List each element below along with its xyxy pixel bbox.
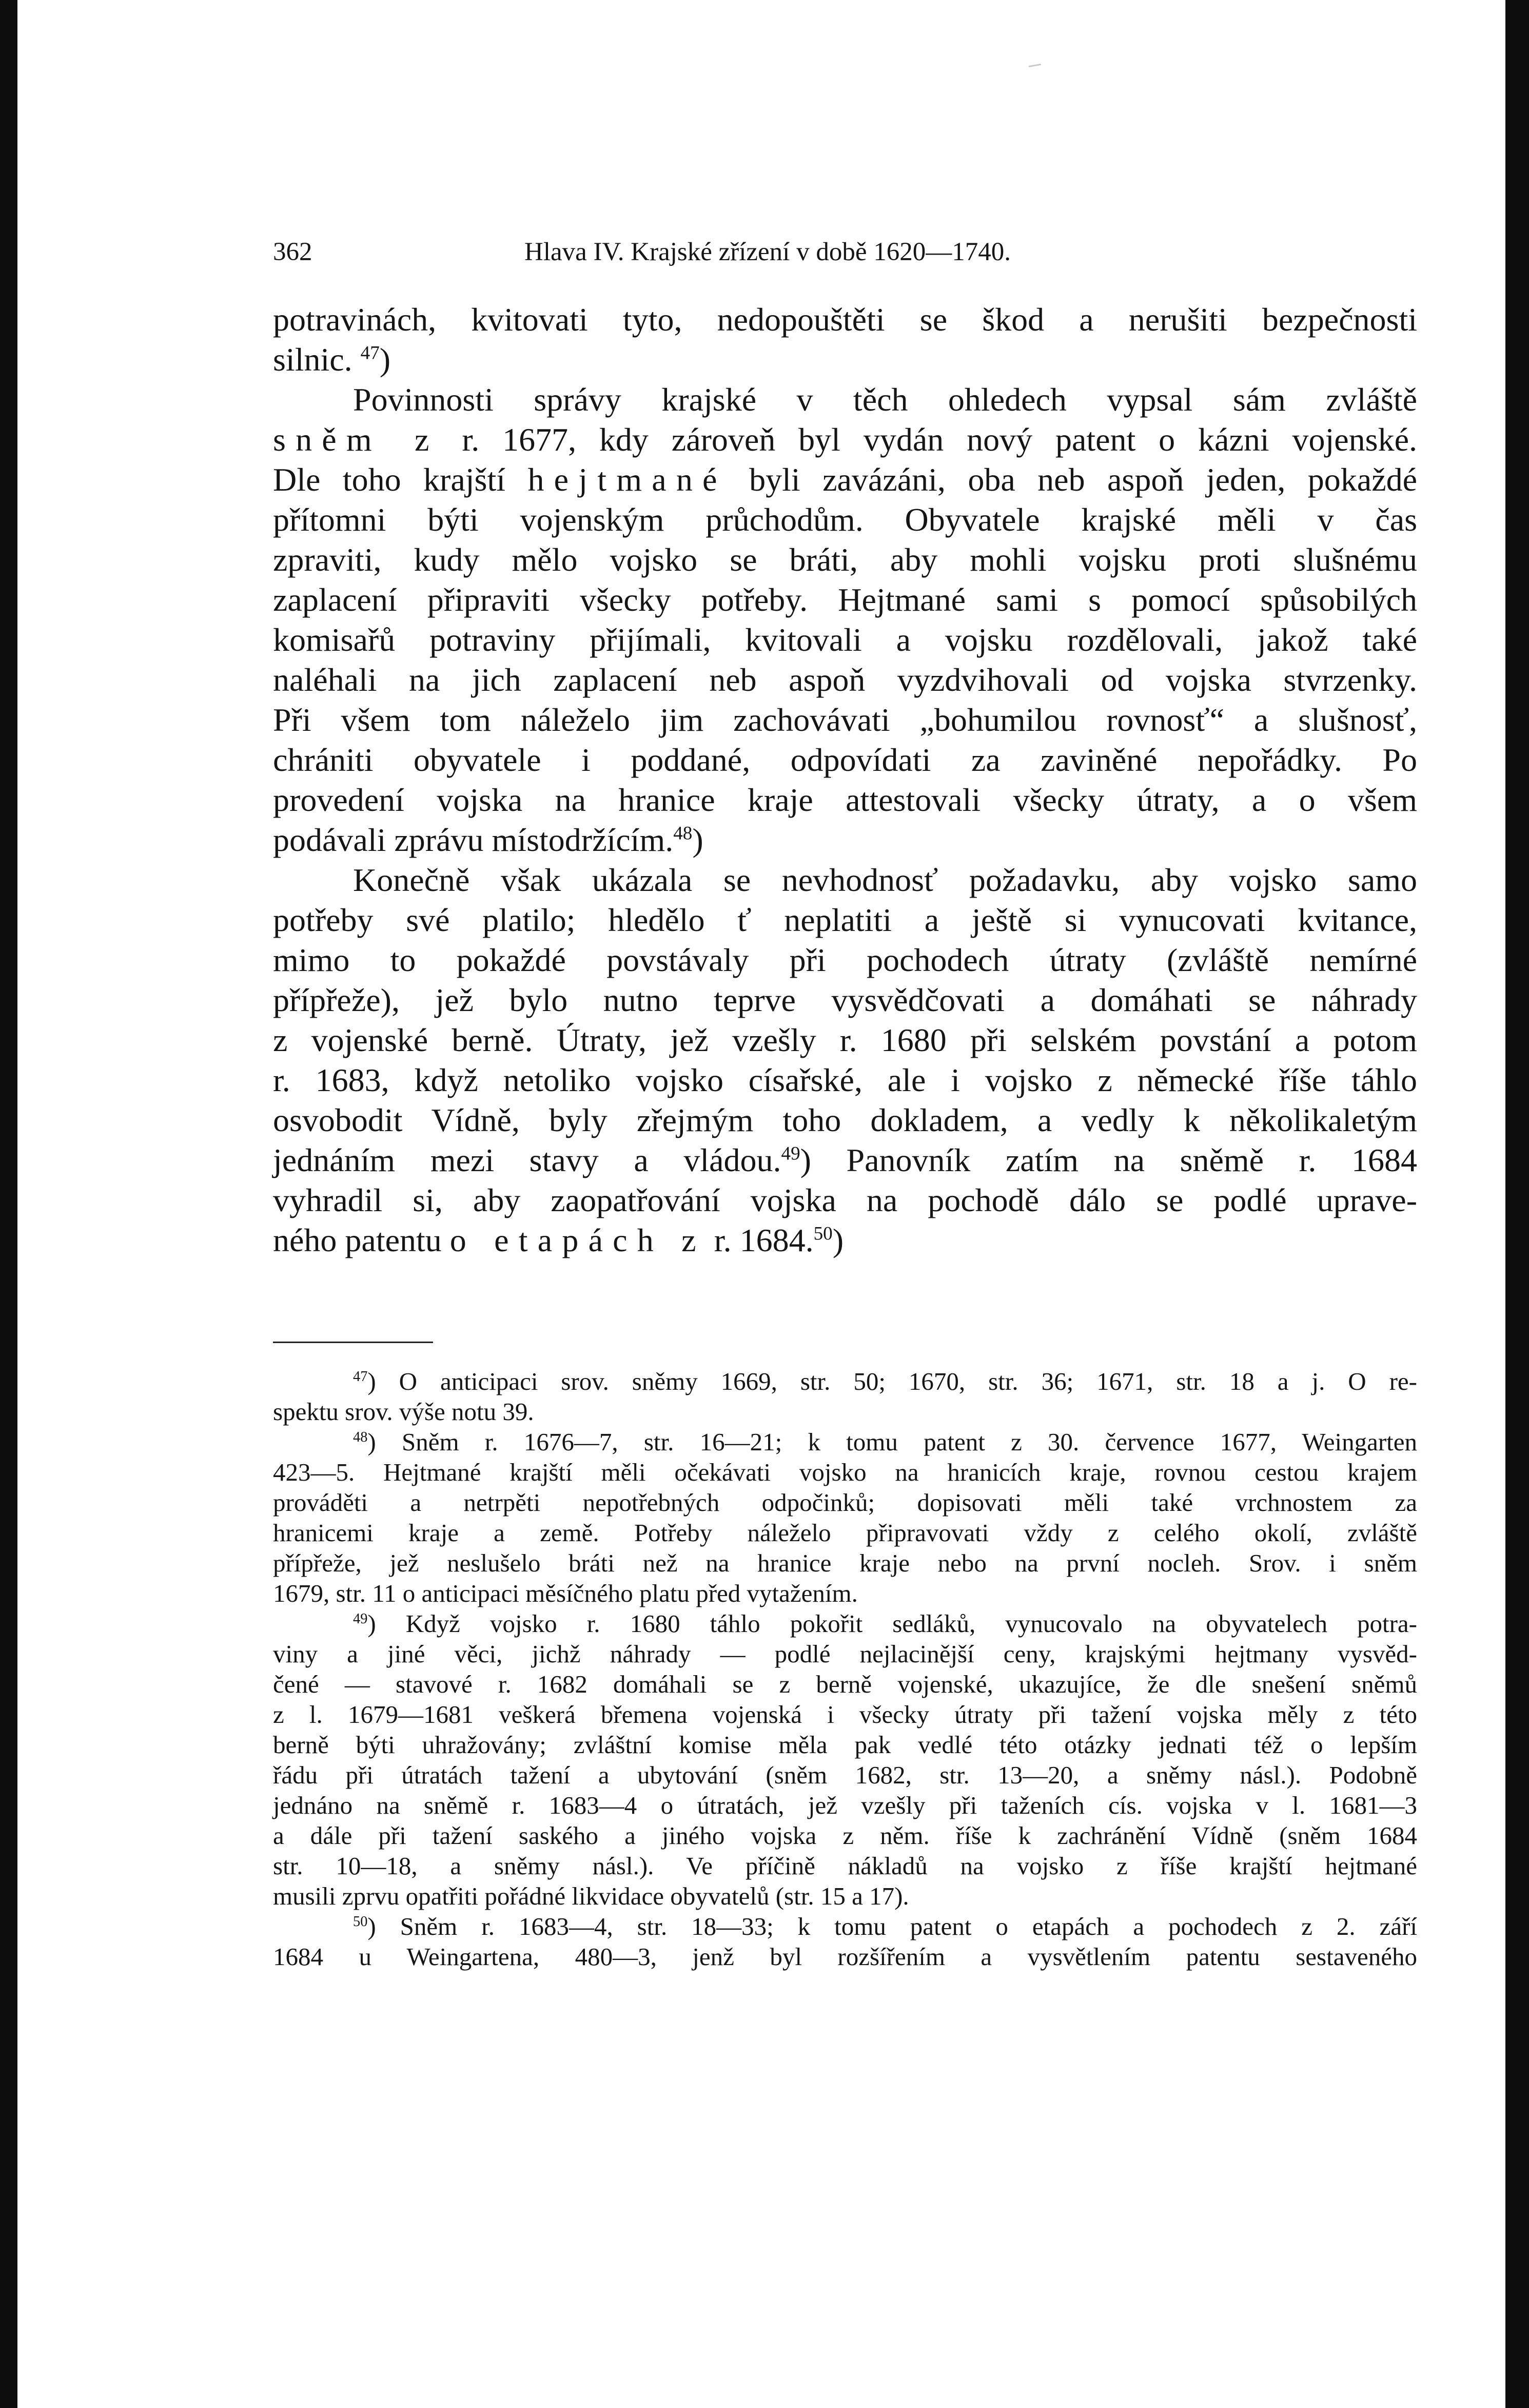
footnote-line: 423—5. Hejtmané krajští měli očekávati vojsko na hranicích kraje, rovnou cestou krajem xyxy=(273,1458,1417,1486)
page-header xyxy=(273,237,1417,278)
footnote-line: hranicemi kraje a země. Potřeby náleželo připravovati vždy z celého okolí, zvláště xyxy=(273,1519,1417,1547)
text-line: sněm z r. 1677, kdy zároveň byl vydán nový patent o kázni vojenské. xyxy=(273,421,1417,458)
text-line: jednáním mezi stavy a vládou.$^{49}$) Panovník zatím na sněmě r. 1684 xyxy=(273,1142,1418,1178)
footnote-separator xyxy=(273,1342,433,1343)
footnote-line: $^{49}$) Když vojsko r. 1680 táhlo pokořit sedláků, vynucovalo na obyvatelech potra- xyxy=(353,1609,1417,1638)
text-line: potravinách, kvitovati tyto, nedopouštěti se škod a nerušiti bezpečnosti xyxy=(273,301,1417,338)
text-line: zaplacení připraviti všecky potřeby. Hejtmané sami s pomocí spůsobilých xyxy=(273,581,1417,618)
footnote-line: viny a jiné věci, jichž náhrady — podlé nejlacinější ceny, krajskými hejtmany vysvěd- xyxy=(273,1640,1417,1668)
text-line: vyhradil si, aby zaopatřování vojska na pochodě dálo se podlé uprave- xyxy=(273,1182,1417,1218)
footnote-line: $^{47}$) O anticipaci srov. sněmy 1669, str. 50; 1670, str. 36; 1671, str. 18 a j. O re- xyxy=(353,1367,1417,1395)
text-line: Dle toho krajští hejtmané byli zavázáni, oba neb aspoň jeden, pokaždé xyxy=(273,461,1418,498)
footnote-line: a dále při tažení saského a jiného vojska z něm. říše k zachránění Vídně (sněm 1684 xyxy=(273,1821,1417,1850)
text-line: chrániti obyvatele i poddané, odpovídati za zaviněné nepořádky. Po xyxy=(273,742,1417,778)
footnote-ref: 50 xyxy=(813,1223,833,1245)
footnote-line: 1679, str. 11 o anticipaci měsíčného platu před vytažením. xyxy=(273,1579,858,1607)
scan-mark xyxy=(1029,64,1041,67)
text-line: silnic. $^{47}$) xyxy=(273,341,391,378)
footnotes xyxy=(273,1366,1417,1972)
footnote-marker: 49 xyxy=(353,1610,368,1627)
footnote-line: přípřeže, jež neslušelo bráti než na hranice kraje nebo na první nocleh. Srov. i sněm xyxy=(273,1549,1417,1577)
footnote-ref: 47 xyxy=(360,342,380,364)
text-line: přítomni býti vojenským průchodům. Obyvatele krajské měli v čas xyxy=(273,501,1417,538)
text-line: přípřeže), jež bylo nutno teprve vysvědčovati a domáhati se náhrady xyxy=(273,982,1417,1018)
spaced-emphasis: o etapách z xyxy=(449,1222,706,1258)
text-line: Povinnosti správy krajské v těch ohledech vypsal sám zvláště xyxy=(353,381,1417,418)
text-line: ného patentu o etapách z r. 1684.50) xyxy=(273,1222,844,1258)
footnote-line: spektu srov. výše notu 39. xyxy=(273,1397,534,1426)
text-line: potřeby své platilo; hledělo ť neplatiti a ještě si vynucovati kvitance, xyxy=(273,902,1417,938)
text-line: r. 1683, když netoliko vojsko císařské, ale i vojsko z německé říše táhlo xyxy=(273,1062,1417,1098)
footnote-line: čené — stavové r. 1682 domáhali se z berně vojenské, ukazujíce, že dle snešení sněmů xyxy=(273,1670,1417,1698)
text-line: provedení vojska na hranice kraje attestovali všecky útraty, a o všem xyxy=(273,782,1417,818)
text-line: Při všem tom náleželo jim zachovávati „bohumilou rovnosť“ a slušnosť, xyxy=(273,702,1417,738)
text-line: zpraviti, kudy mělo vojsko se bráti, aby mohli vojsku proti slušnému xyxy=(273,541,1417,578)
footnote-line: berně býti uhražovány; zvláštní komise měla pak vedlé této otázky jednati též o lepším xyxy=(273,1731,1417,1759)
text-line: komisařů potraviny přijímali, kvitovali a vojsku rozdělovali, jakož také xyxy=(273,622,1417,658)
scan-border-right xyxy=(1505,0,1529,2408)
text-line: naléhali na jich zaplacení neb aspoň vyzdvihovali od vojska stvrzenky. xyxy=(273,662,1417,698)
running-title: Hlava IV. Krajské zřízení v době 1620—1740. xyxy=(524,238,1011,266)
footnote-line: $^{48}$) Sněm r. 1676—7, str. 16—21; k tomu patent z 30. července 1677, Weingarten xyxy=(353,1428,1417,1456)
spaced-emphasis: sněm z xyxy=(273,421,439,458)
footnote-line: musili zprvu opatřiti pořádné likvidace obyvatelů (str. 15 a 17). xyxy=(273,1882,909,1910)
footnote-line: $^{50}$) Sněm r. 1683—4, str. 18—33; k tomu patent o etapách a pochodech z 2. září xyxy=(353,1912,1417,1940)
text-line: Konečně však ukázala se nevhodnosť požadavku, aby vojsko samo xyxy=(353,862,1417,898)
footnote-line: 1684 u Weingartena, 480—3, jenž byl rozšířením a vysvětlením patentu sestaveného xyxy=(273,1943,1417,1971)
footnote-ref: 48 xyxy=(673,823,693,844)
footnote-line: z l. 1679—1681 veškerá břemena vojenská i všecky útraty při tažení vojska měly z této xyxy=(273,1700,1417,1729)
scan-border-left xyxy=(0,0,17,2408)
text-line: z vojenské berně. Útraty, jež vzešly r. 1680 při selském povstání a potom xyxy=(273,1022,1417,1058)
footnote-marker: 48 xyxy=(353,1429,368,1445)
main-text xyxy=(273,300,1417,1260)
text-line: podávali zprávu místodržícím.$^{48}$) xyxy=(273,822,703,858)
footnote-line: prováděti a netrpěti nepotřebných odpočinků; dopisovati měli také vrchnostem za xyxy=(273,1488,1417,1517)
footnote-line: jednáno na sněmě r. 1683—4 o útratách, jež vzešly při taženích cís. vojska v l. 1681—3 xyxy=(273,1791,1417,1819)
spaced-emphasis: hejtmané xyxy=(527,461,727,498)
footnote-marker: 50 xyxy=(353,1913,368,1930)
footnote-line: str. 10—18, a sněmy násl.). Ve příčině nákladů na vojsko z říše krajští hejtmané xyxy=(273,1852,1417,1880)
footnote-marker: 47 xyxy=(353,1368,368,1385)
text-line: mimo to pokaždé povstávaly při pochodech útraty (zvláště nemírné xyxy=(273,942,1417,978)
text-line: osvobodit Vídně, byly zřejmým toho dokladem, a vedly k několikaletým xyxy=(273,1102,1417,1138)
page-number: 362 xyxy=(273,238,312,266)
footnote-ref: 49 xyxy=(781,1143,800,1164)
footnote-line: řádu při útratách tažení a ubytování (sněm 1682, str. 13—20, a sněmy násl.). Podobně xyxy=(273,1761,1417,1789)
